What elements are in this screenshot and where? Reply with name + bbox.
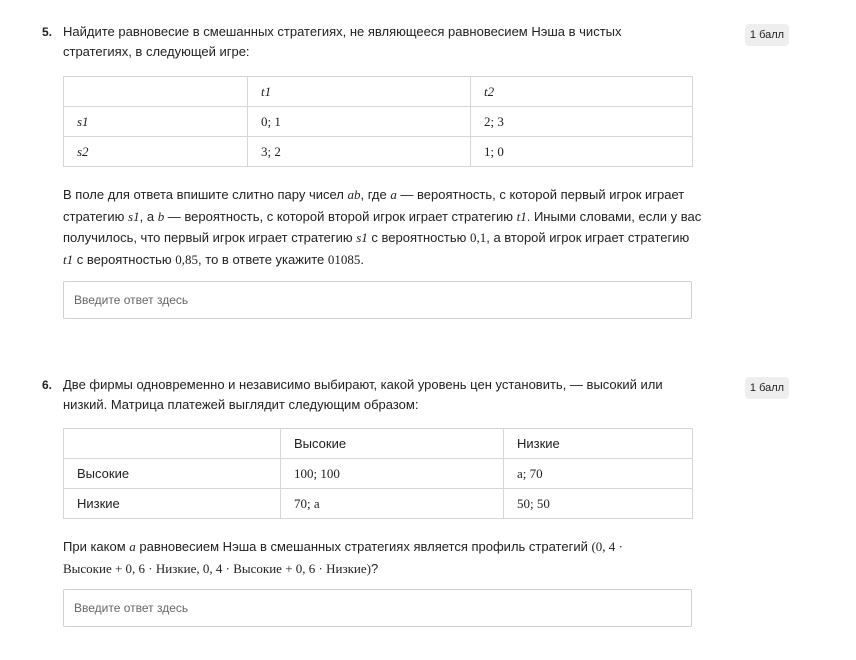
points-badge: 1 балл — [745, 377, 789, 399]
table-header-row — [64, 429, 693, 459]
math: t1 — [516, 208, 527, 224]
row-header: Низкие — [64, 489, 281, 519]
table-cell: 0; 1 — [248, 107, 471, 137]
text: — вероятность, с которой второй игрок играет стратегию — [164, 208, 517, 224]
question-text: Две фирмы одновременно и независимо выбирают, какой уровень цен установить, — высокий или низкий. Матрица платежей выглядит следующим образом: — [63, 377, 663, 412]
table-row — [64, 107, 693, 137]
column-header: Низкие — [504, 429, 693, 459]
points-badge: 1 балл — [745, 24, 789, 46]
text: с вероятностью — [367, 230, 470, 245]
table-cell: 3; 2 — [248, 137, 471, 167]
table-row — [64, 137, 693, 167]
table-cell: 70; a — [281, 489, 504, 519]
text: . Иными словами, если у вас получилось, что первый игрок играет стратегию — [63, 208, 702, 245]
table-row — [64, 489, 693, 519]
text: При каком — [63, 539, 130, 554]
math: s1 — [128, 208, 140, 224]
table-row — [64, 459, 693, 489]
question-number: 6. — [42, 378, 53, 392]
math: a — [129, 539, 136, 554]
text: . — [360, 251, 364, 267]
text: В поле для ответа впишите слитно пару чисел — [63, 187, 348, 202]
table-cell: 100; 100 — [281, 459, 504, 489]
math: 0,1 — [469, 230, 487, 245]
answer-instruction — [63, 184, 703, 270]
math: 0,85 — [175, 251, 199, 267]
table-corner-cell — [64, 429, 281, 459]
payoff-table — [63, 428, 693, 519]
question-prompt — [63, 536, 663, 579]
table-cell: 1; 0 — [471, 137, 693, 167]
math: s1 — [356, 230, 368, 245]
text: ? — [370, 560, 379, 576]
column-header: Высокие — [281, 429, 504, 459]
text: , где — [360, 187, 391, 202]
table-cell: 50; 50 — [504, 489, 693, 519]
text: с вероятностью — [73, 251, 176, 267]
math: b — [157, 208, 165, 224]
text: — вероятность, с которой первый игрок играет стратегию — [63, 187, 685, 224]
text: , а второй игрок играет стратегию — [486, 230, 690, 245]
answer-input[interactable] — [63, 589, 692, 627]
payoff-table — [63, 76, 693, 167]
question-text: Найдите равновесие в смешанных стратегиях, не являющееся равновесием Нэша в чистых стратегиях, в следующей игре: — [63, 24, 622, 59]
table-cell: a; 70 — [504, 459, 693, 489]
question-number: 5. — [42, 25, 53, 39]
table-corner-cell — [64, 77, 248, 107]
math: (0, 4 · Высокие + 0, 6 · Низкие, 0, 4 · Высокие + 0, 6 · Низкие) — [63, 539, 623, 576]
text: , а — [139, 208, 158, 224]
table-cell: 2; 3 — [471, 107, 693, 137]
text: равновесием Нэша в смешанных стратегиях является профиль стратегий — [135, 539, 592, 554]
answer-input[interactable] — [63, 281, 692, 319]
text: , то в ответе укажите — [198, 251, 328, 267]
table-header-row — [64, 77, 693, 107]
math: t1 — [63, 251, 74, 267]
row-header: s1 — [64, 107, 248, 137]
column-header: t1 — [248, 77, 471, 107]
math: a — [390, 187, 397, 202]
row-header: Высокие — [64, 459, 281, 489]
math: ab — [347, 187, 361, 202]
row-header: s2 — [64, 137, 248, 167]
column-header: t2 — [471, 77, 693, 107]
math: 01085 — [327, 251, 361, 267]
